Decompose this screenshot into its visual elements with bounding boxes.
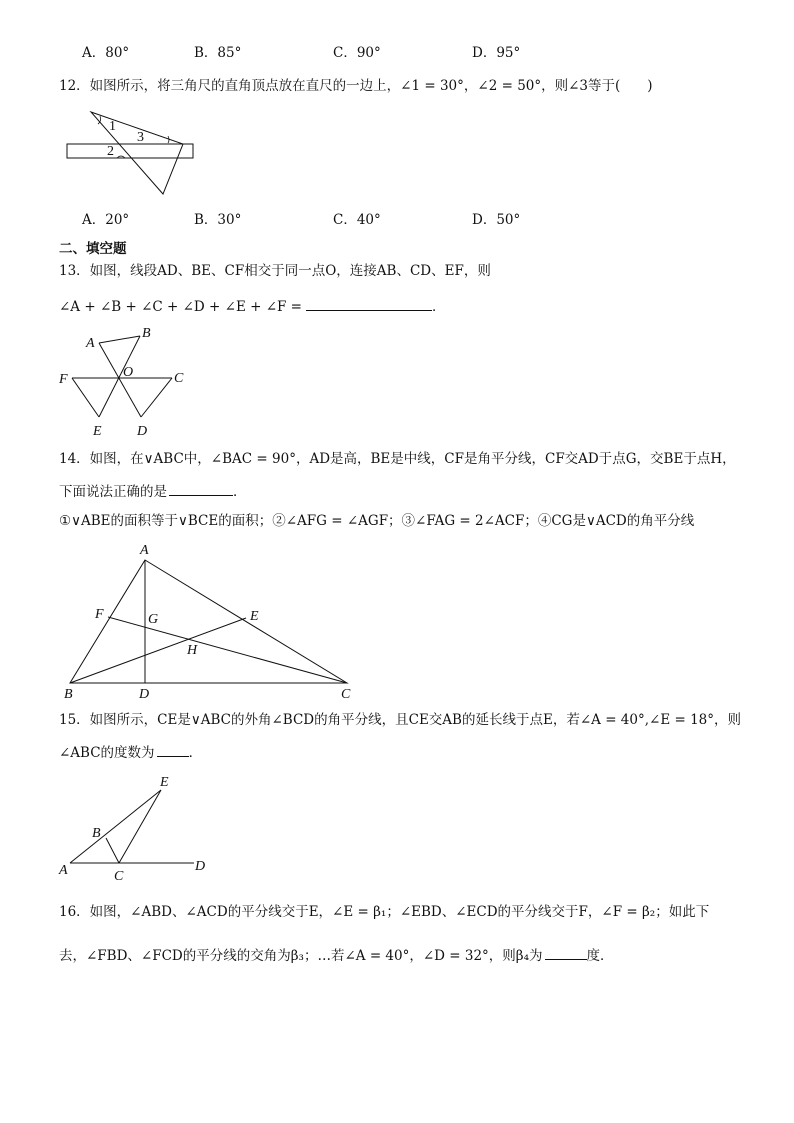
q15-period: ． xyxy=(188,745,203,761)
q11-option-a[interactable]: A．80° xyxy=(82,45,130,61)
q14-label-f: F xyxy=(95,607,104,622)
q14-answer-blank[interactable] xyxy=(169,481,233,496)
q13-label-b: B xyxy=(142,326,151,341)
q15-label-e: E xyxy=(160,775,169,790)
q13-period: ． xyxy=(432,299,446,315)
q12-triangle xyxy=(91,112,183,194)
q15-label-c: C xyxy=(114,869,124,884)
q14-period: ． xyxy=(233,484,247,500)
q16-answer-blank[interactable] xyxy=(545,945,587,960)
q14-figure xyxy=(60,538,360,703)
q13-label-f: F xyxy=(59,372,68,387)
q13-segment-fe xyxy=(72,378,99,417)
q16-question-line2 xyxy=(59,945,614,965)
q13-answer-blank[interactable] xyxy=(306,296,432,311)
q14-triangle-abc xyxy=(70,560,347,683)
q15-line-ae xyxy=(70,790,161,863)
q13-label-e: E xyxy=(93,424,102,439)
q13-segment-ad xyxy=(99,343,141,417)
q12-option-c[interactable]: C．40° xyxy=(333,212,381,228)
q15-figure xyxy=(56,770,216,885)
q12-angle3-arc xyxy=(168,136,169,143)
q12-label-1: 1 xyxy=(109,119,116,134)
q16-unit: 度． xyxy=(586,948,614,964)
q15-line-cb xyxy=(106,838,119,863)
q15-prompt: ∠ABC的度数为 xyxy=(59,745,155,761)
q15-question-line1: 15．如图所示，CE是∨ABC的外角∠BCD的角平分线，且CE交AB的延长线于点E，若∠A = 40°,∠E = 18°，则 xyxy=(59,712,741,728)
q14-statements: ①∨ABE的面积等于∨BCE的面积；②∠AFG = ∠AGF；③∠FAG = 2∠ACF；④CG是∨ACD的角平分线 xyxy=(59,513,695,529)
section-title: 二、填空题 xyxy=(59,241,127,257)
q16-question-line1: 16．如图，∠ABD、∠ACD的平分线交于E，∠E = β₁；∠EBD、∠ECD的平分线交于F，∠F = β₂；如此下 xyxy=(59,904,710,920)
q13-label-a: A xyxy=(86,336,95,351)
q13-segment-ab xyxy=(99,336,140,343)
q15-answer-blank[interactable] xyxy=(157,742,189,757)
q12-option-d[interactable]: D．50° xyxy=(472,212,521,228)
q11-option-c[interactable]: C．90° xyxy=(333,45,381,61)
q13-label-d: D xyxy=(137,424,148,439)
q13-segment-cd xyxy=(141,378,172,417)
q12-question-text: 12．如图所示，将三角尺的直角顶点放在直尺的一边上，∠1 = 30°，∠2 = 50°，则∠3等于( ) xyxy=(59,78,653,94)
q12-option-b[interactable]: B．30° xyxy=(194,212,242,228)
q13-question-line1: 13．如图，线段AD、BE、CF相交于同一点O，连接AB、CD、EF，则 xyxy=(59,263,491,279)
q14-label-h: H xyxy=(187,643,198,658)
q14-label-e: E xyxy=(250,609,259,624)
q14-median-be xyxy=(70,618,246,683)
q15-question-line2 xyxy=(59,742,202,762)
q15-label-d: D xyxy=(195,859,206,874)
q14-label-d: D xyxy=(139,687,150,702)
q14-label-a: A xyxy=(140,543,149,558)
q12-figure xyxy=(60,108,200,198)
q14-label-c: C xyxy=(341,687,351,702)
q15-label-b: B xyxy=(92,826,101,841)
q14-question-line2 xyxy=(59,481,247,501)
q15-label-a: A xyxy=(59,863,68,878)
q14-label-b: B xyxy=(64,687,73,702)
q12-option-a[interactable]: A．20° xyxy=(82,212,130,228)
q12-label-3: 3 xyxy=(137,130,144,145)
q15-line-ce xyxy=(119,790,161,863)
q12-label-2: 2 xyxy=(107,144,114,159)
q16-prompt: 去，∠FBD、∠FCD的平分线的交角为β₃；…若∠A = 40°，∠D = 32°，则β₄为 xyxy=(59,948,543,964)
q11-option-b[interactable]: B．85° xyxy=(194,45,242,61)
q14-bisector-cf xyxy=(108,617,347,683)
q14-label-g: G xyxy=(148,612,159,627)
q11-option-d[interactable]: D．95° xyxy=(472,45,521,61)
q13-expression: ∠A + ∠B + ∠C + ∠D + ∠E + ∠F = xyxy=(59,299,302,315)
q13-question-line2 xyxy=(59,296,446,316)
q13-label-o: O xyxy=(123,365,134,380)
q14-question-line1: 14．如图，在∨ABC中，∠BAC = 90°，AD是高，BE是中线，CF是角平分线，CF交AD于点G，交BE于点H， xyxy=(59,451,736,467)
q13-figure xyxy=(56,322,196,442)
q14-prompt: 下面说法正确的是 xyxy=(59,484,167,500)
q13-label-c: C xyxy=(174,371,184,386)
